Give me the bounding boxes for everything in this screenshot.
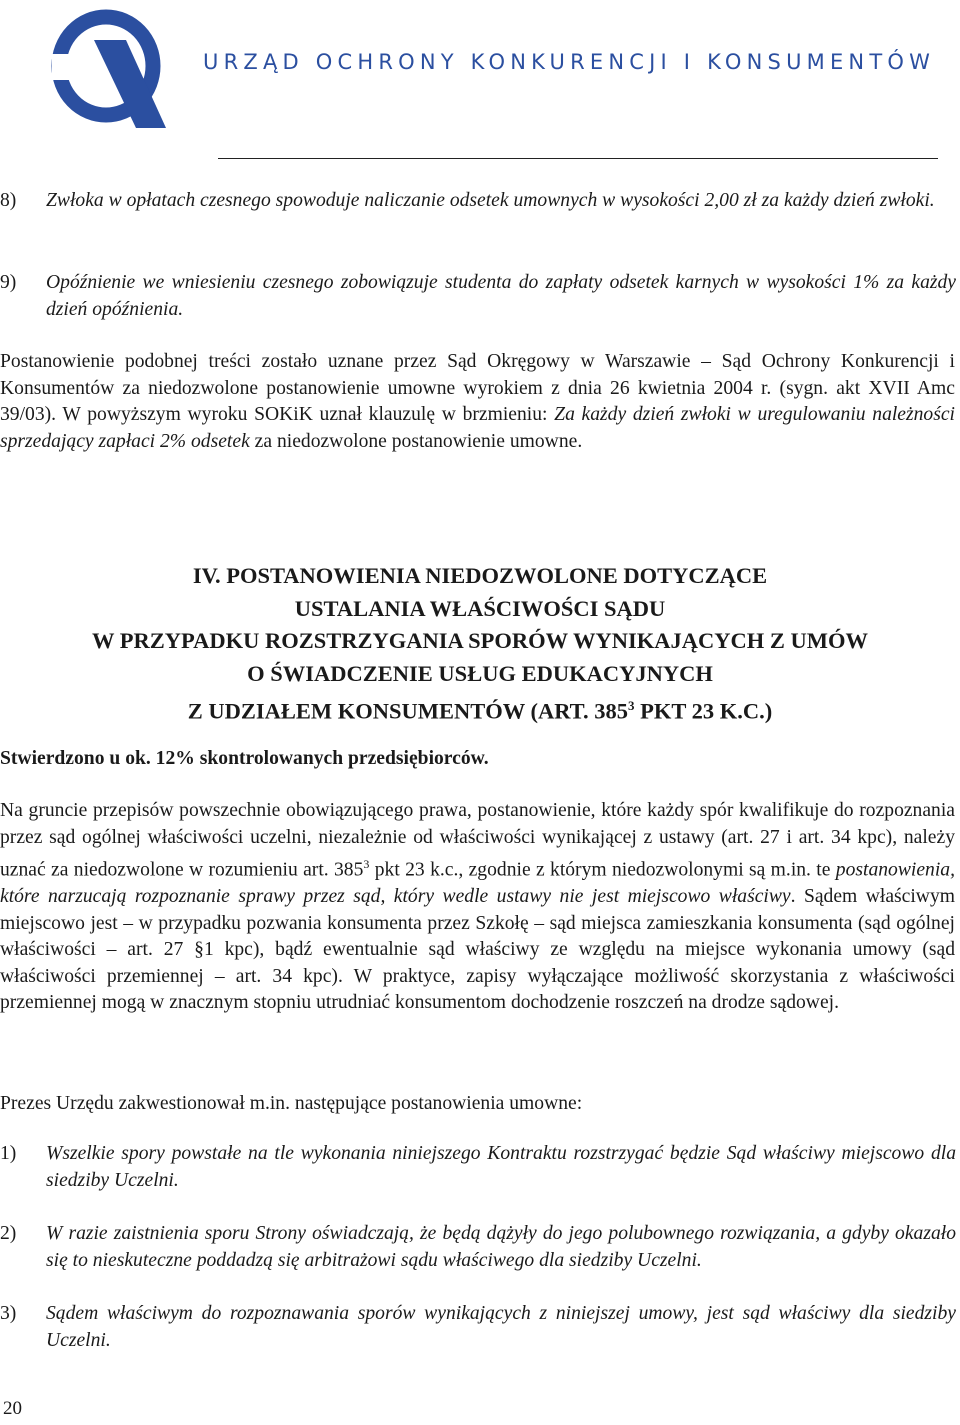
clause-text: Wszelkie spory powstałe na tle wykonania niniejszego Kontraktu rozstrzygać będzie Sąd właściwy miejscowo dla siedziby Uczelni. [46,1143,956,1191]
para-text: pkt 23 k.c., zgodnie z którym niedozwolonymi są m.in. te [369,859,836,881]
uokik-logo [48,4,170,130]
page-number: 20 [3,1398,22,1419]
clause-number: 3) [0,1303,17,1324]
agency-name: URZĄD OCHRONY KONKURENCJI I KONSUMENTÓW [203,50,936,74]
heading-line: W PRZYPADKU ROZSTRZYGANIA SPORÓW WYNIKAJĄCYCH Z UMÓW [92,628,868,653]
para-text: . Sądem właściwym miejscowo jest – w przypadku pozwania konsumenta przez Szkołę – sąd miejsca zamieszkania konsumenta (sąd ogólnej właściwości – art. 27 §1 kpc), bądź ewentualnie sąd właściwy ze względu na miejsce wykonania umowy (sąd właściwości przemiennej – art. 34 kpc). W praktyce, zapisy wyłączające możliwość skorzystania z właściwości przemiennej mogą w znacznym stopniu utrudniać konsumentom dochodzenie roszczeń na drodze sądowej. [0,886,955,1014]
para-italic-quote: postanowienia, które narzucają rozpoznanie sprawy przez sąd, który wedle ustawy nie jest miejscowo właściwy [0,859,955,908]
clause-text: W razie zaistnienia sporu Strony oświadczają, że będą dążyły do jego polubownego rozwiązania, a gdyby okazało się to nieskuteczne poddadzą się arbitrażowi sądu właściwego dla siedziby Uczelni. [46,1223,956,1271]
heading-text: Z UDZIAŁEM KONSUMENTÓW (ART. 385 [187,698,629,724]
paragraph-court-ruling [0,349,955,455]
clause-text: Opóźnienie we wniesieniu czesnego zobowiązuje studenta do zapłaty odsetek karnych w wysokości 1% za każdy dzień opóźnienia. [46,272,956,320]
clause-text: Sądem właściwym do rozpoznawania sporów wynikających z niniejszej umowy, jest sąd właściwy dla siedziby Uczelni. [46,1303,956,1351]
header-rule [218,158,938,159]
clause-number: 9) [0,272,17,293]
para-italic-quote: Za każdy dzień zwłoki w uregulowaniu należności sprzedający zapłaci 2% odsetek [0,404,955,452]
clause-number: 8) [0,190,17,211]
clause-number: 1) [0,1143,17,1164]
para-text: za niedozwolone postanowienie umowne. [249,430,583,452]
paragraph-intro-clauses: Prezes Urzędu zakwestionował m.in. następujące postanowienia umowne: [0,1093,583,1114]
paragraph-legal-analysis [0,798,955,1017]
para-text: Na gruncie przepisów powszechnie obowiązującego prawa, postanowienie, które każdy spór kwalifikuje do rozpoznania przez sąd ogólnej właściwości uczelni, niezależnie od właściwości wynikającej z ustawy (art. 27 i art. 34 kpc), należy uznać za niedozwolone w rozumieniu art. 385 [0,800,955,881]
heading-sup: 3 [628,698,635,713]
para-sup: 3 [363,857,370,871]
heading-text: PKT 23 K.C.) [634,698,773,724]
finding-statement: Stwierdzono u ok. 12% skontrolowanych przedsiębiorców. [0,748,489,769]
heading-line: O ŚWIADCZENIE USŁUG EDUKACYJNYCH [247,660,713,686]
para-text: Postanowienie podobnej treści zostało uznane przez Sąd Okręgowy w Warszawie – Sąd Ochrony Konkurencji i Konsumentów za niedozwolone postanowienie umowne wyrokiem z dnia 26 kwietnia 2004 r. (sygn. akt XVII Amc 39/03). W powyższym wyroku SOKiK uznał klauzulę w brzmieniu: [0,351,955,425]
heading-line: IV. POSTANOWIENIA NIEDOZWOLONE DOTYCZĄCE [192,563,768,588]
section-heading [0,560,960,728]
clause-text: Zwłoka w opłatach czesnego spowoduje naliczanie odsetek umownych w wysokości 2,00 zł za każdy dzień zwłoki. [46,190,935,211]
heading-line: USTALANIA WŁAŚCIWOŚCI SĄDU [294,595,666,621]
clause-number: 2) [0,1223,17,1244]
heading-line [0,690,960,728]
